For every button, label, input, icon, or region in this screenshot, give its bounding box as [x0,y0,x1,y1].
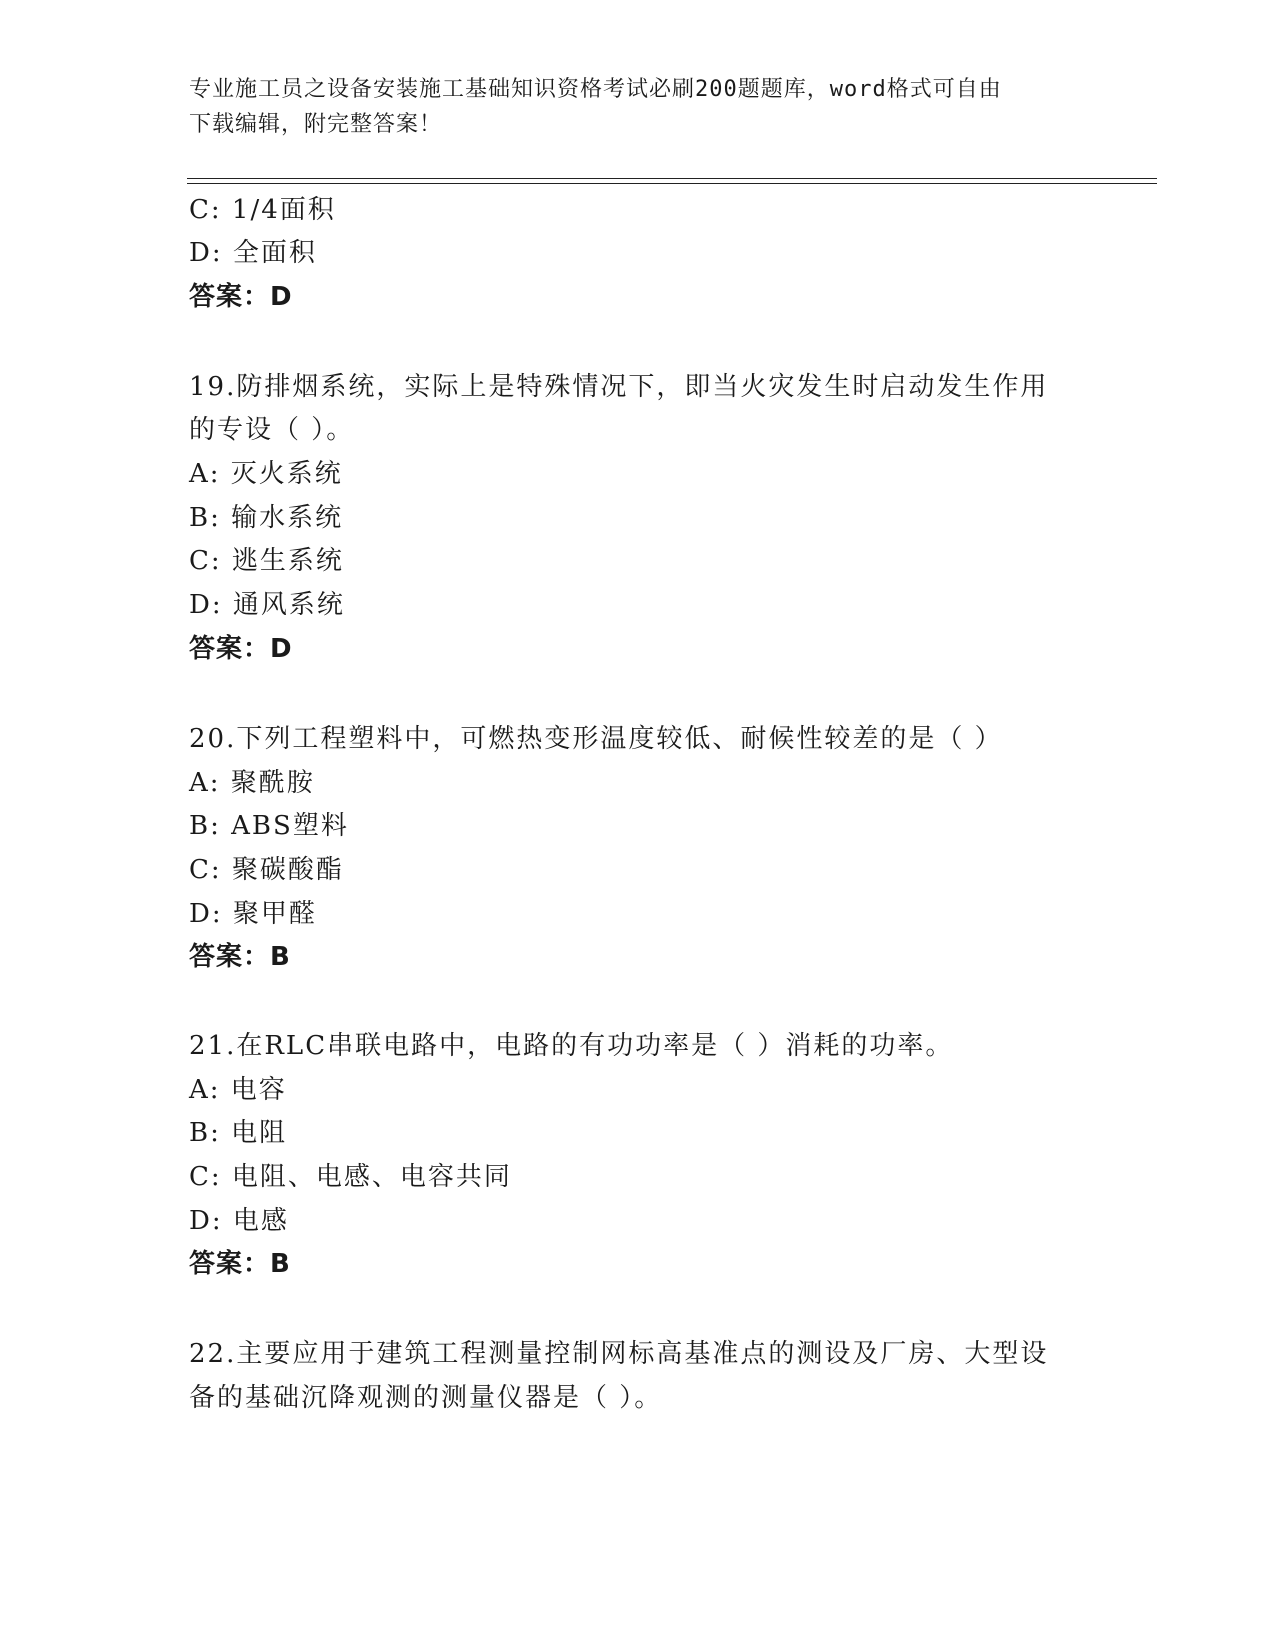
header-rule-top [187,178,1157,179]
q20-option-d: D: 聚甲醛 [189,899,317,929]
q19-option-c: C: 逃生系统 [189,546,344,576]
q18-option-c: C: 1/4面积 [189,195,336,225]
q21-option-c: C: 电阻、电感、电容共同 [189,1162,512,1192]
q21-answer: 答案：B [189,1249,291,1279]
q20-answer: 答案：B [189,942,291,972]
q18-option-d: D: 全面积 [189,238,317,268]
document-header [189,72,1069,142]
q20-option-a: A: 聚酰胺 [189,768,315,798]
q20-option-c: C: 聚碳酸酯 [189,855,344,885]
q21-option-b: B: 电阻 [189,1118,288,1148]
q22-stem-line-2: 备的基础沉降观测的测量仪器是（ ）。 [189,1383,663,1413]
q20-stem-line-1: 20.下列工程塑料中，可燃热变形温度较低、耐候性较差的是（ ） [189,724,1003,754]
q19-stem-line-2: 的专设（ ）。 [189,415,355,445]
q21-stem-line-1: 21.在RLC串联电路中，电路的有功功率是（ ）消耗的功率。 [189,1031,954,1061]
q19-option-d: D: 通风系统 [189,590,345,620]
q19-answer: 答案：D [189,634,293,664]
q21-option-d: D: 电感 [189,1206,289,1236]
q19-option-a: A: 灭火系统 [189,459,343,489]
q19-option-b: B: 输水系统 [189,503,344,533]
header-line-2: 下载编辑，附完整答案！ [189,112,443,137]
header-rule-bottom [187,183,1157,184]
q19-stem-line-1: 19.防排烟系统，实际上是特殊情况下，即当火灾发生时启动发生作用 [189,372,1049,402]
q21-option-a: A: 电容 [189,1075,287,1105]
q22-stem-line-1: 22.主要应用于建筑工程测量控制网标高基准点的测设及厂房、大型设 [189,1339,1049,1369]
header-line-1: 专业施工员之设备安装施工基础知识资格考试必刷200题题库，word格式可自由 [189,77,1002,102]
q20-option-b: B: ABS塑料 [189,811,349,841]
q18-answer: 答案：D [189,282,293,312]
